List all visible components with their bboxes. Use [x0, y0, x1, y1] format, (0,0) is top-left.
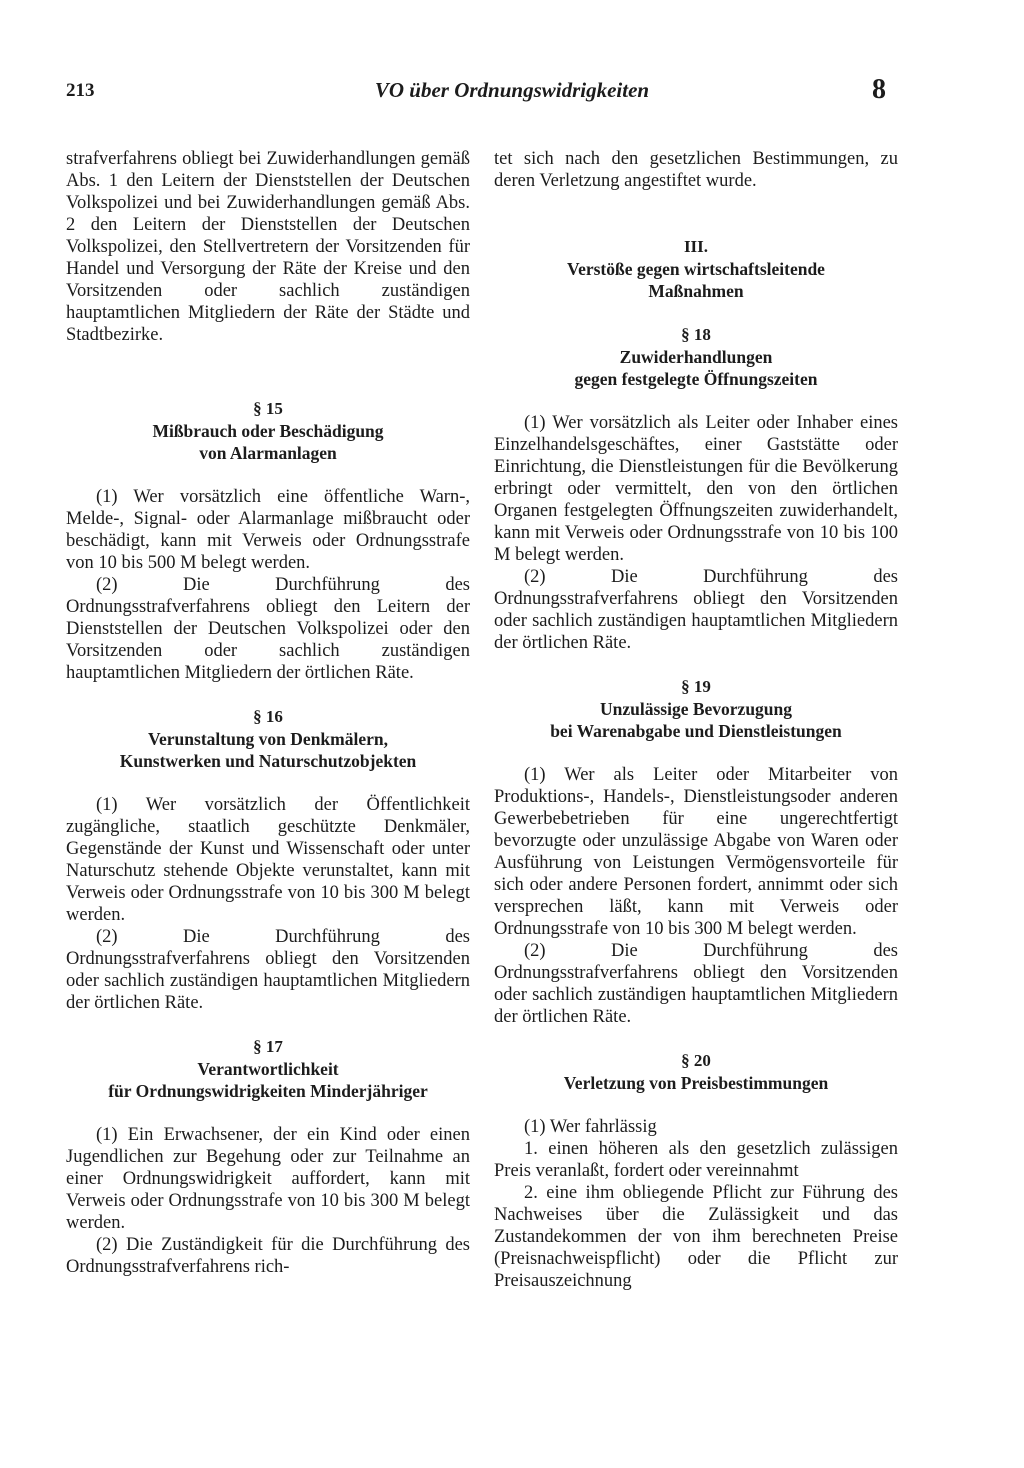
section-title: Verantwortlichkeit: [197, 1059, 339, 1079]
section-title: Unzulässige Bevorzugung: [599, 699, 793, 719]
section-20: [494, 1050, 898, 1292]
section-number: § 15: [253, 399, 283, 418]
paragraph: (2) Die Durchführung des Ordnungsstrafverfahrens obliegt den Vorsitzenden oder sachlich zuständigen hauptamtlichen Mitgliedern der örtlichen Räte.: [66, 927, 470, 1013]
section-number: § 16: [253, 707, 283, 726]
section-title: Verletzung von Preisbestimmungen: [563, 1073, 829, 1093]
part-number: III.: [683, 237, 709, 256]
running-title: VO über Ordnungswidrigkeiten: [374, 78, 650, 102]
paragraph: (2) Die Zuständigkeit für die Durchführung des Ordnungsstrafverfahrens rich-: [66, 1235, 470, 1277]
section-title: Mißbrauch oder Beschädigung: [152, 421, 384, 441]
continued-paragraph: strafverfahrens obliegt bei Zuwiderhandlungen gemäß Abs. 1 den Leitern der Dienststellen der Deutschen Volkspolizei und bei Zuwiderhandlungen gemäß Abs. 2 den Leitern der Dienststellen der Deutschen Volkspolizei, den Stellvertretern der Vorsitzenden für Handel und Versorgung der Räte der Kreise und den Vorsitzenden oder sachlich zuständigen hauptamtlichen Mitgliedern der Räte der Städte und Stadtbezirke.: [66, 149, 470, 345]
section-title: von Alarmanlagen: [199, 443, 337, 463]
section-title: Kunstwerken und Naturschutzobjekten: [119, 751, 417, 771]
part-three-heading: [494, 236, 898, 302]
list-item: 2. eine ihm obliegende Pflicht zur Führung des Nachweises über die Zulässigkeit und das Zustandekommen der von ihm berechneten Preise (Preisnachweispflicht) oder die Pflicht zur Preisauszeichnung: [494, 1183, 898, 1291]
page-header: [0, 74, 1024, 110]
section-18: [494, 324, 898, 654]
paragraph: (1) Wer als Leiter oder Mitarbeiter von Produktions-, Handels-, Dienstleistungsoder anderen Gewerbebetrieben für eine ungerechtfertigt bevorzugte oder unzulässige Abgabe von Waren oder Ausführung von Leistungen Vermögensvorteile für sich oder andere Personen fordert, annimmt oder sich versprechen läßt, kann mit Verweis oder Ordnungsstrafe von 10 bis 300 M belegt werden.: [494, 765, 898, 939]
right-column: [494, 148, 898, 1292]
section-title: bei Warenabgabe und Dienstleistungen: [550, 721, 842, 741]
paragraph: (2) Die Durchführung des Ordnungsstrafverfahrens obliegt den Vorsitzenden oder sachlich zuständigen hauptamtlichen Mitgliedern der örtlichen Räte.: [494, 941, 898, 1027]
list-item: 1. einen höheren als den gesetzlich zulässigen Preis veranlaßt, fordert oder vereinnahmt: [494, 1139, 898, 1181]
section-number: § 17: [253, 1037, 283, 1056]
paragraph: (1) Ein Erwachsener, der ein Kind oder einen Jugendlichen zur Begehung oder zur Teilnahme an einer Ordnungswidrigkeit auffordert, kann mit Verweis oder Ordnungsstrafe von 10 bis 300 M belegt werden.: [66, 1125, 470, 1233]
section-number: § 20: [681, 1051, 711, 1070]
section-15: [66, 398, 470, 684]
chapter-number: 8: [872, 74, 886, 105]
section-16: [66, 706, 470, 1014]
paragraph: (2) Die Durchführung des Ordnungsstrafverfahrens obliegt den Vorsitzenden oder sachlich zuständigen hauptamtlichen Mitgliedern der örtlichen Räte.: [494, 567, 898, 653]
section-17: [66, 1036, 470, 1278]
continued-paragraph: tet sich nach den gesetzlichen Bestimmungen, zu deren Verletzung angestiftet wurde.: [494, 149, 898, 191]
paragraph: (2) Die Durchführung des Ordnungsstrafverfahrens obliegt den Leitern der Dienststellen der Deutschen Volkspolizei oder den Vorsitzenden oder sachlich zuständigen hauptamtlichen Mitgliedern der örtlichen Räte.: [66, 575, 470, 683]
paragraph: (1) Wer vorsätzlich als Leiter oder Inhaber eines Einzelhandelsgeschäftes, einer Gaststätte oder Einrichtung, die Dienstleistungen für die Bevölkerung erbringt oder vermittelt, den von den örtlichen Organen festgelegten Öffnungszeiten zuwiderhandelt, kann mit Verweis oder Ordnungsstrafe von 10 bis 100 M belegt werden.: [494, 413, 898, 565]
paragraph: (1) Wer fahrlässig: [524, 1117, 657, 1137]
section-19: [494, 676, 898, 1028]
section-title: gegen festgelegte Öffnungszeiten: [574, 369, 818, 389]
section-number: § 19: [681, 677, 711, 696]
part-title: Verstöße gegen wirtschaftsleitende: [567, 259, 825, 279]
paragraph: (1) Wer vorsätzlich eine öffentliche Warn-, Melde-, Signal- oder Alarmanlage mißbraucht oder beschädigt, kann mit Verweis oder Ordnungsstrafe von 10 bis 500 M belegt werden.: [66, 487, 470, 573]
paragraph: (1) Wer vorsätzlich der Öffentlichkeit zugängliche, staatlich geschützte Denkmäler, Gegenstände der Kunst und Wissenschaft oder unter Naturschutz stehende Objekte verunstaltet, kann mit Verweis oder Ordnungsstrafe von 10 bis 300 M belegt werden.: [66, 795, 470, 925]
section-title: Zuwiderhandlungen: [619, 347, 773, 367]
section-title: Verunstaltung von Denkmälern,: [147, 729, 388, 749]
left-column: [66, 148, 470, 1278]
page-number: 213: [66, 80, 95, 101]
part-title: Maßnahmen: [648, 281, 744, 301]
section-title: für Ordnungswidrigkeiten Minderjähriger: [108, 1081, 428, 1101]
section-number: § 18: [681, 325, 711, 344]
